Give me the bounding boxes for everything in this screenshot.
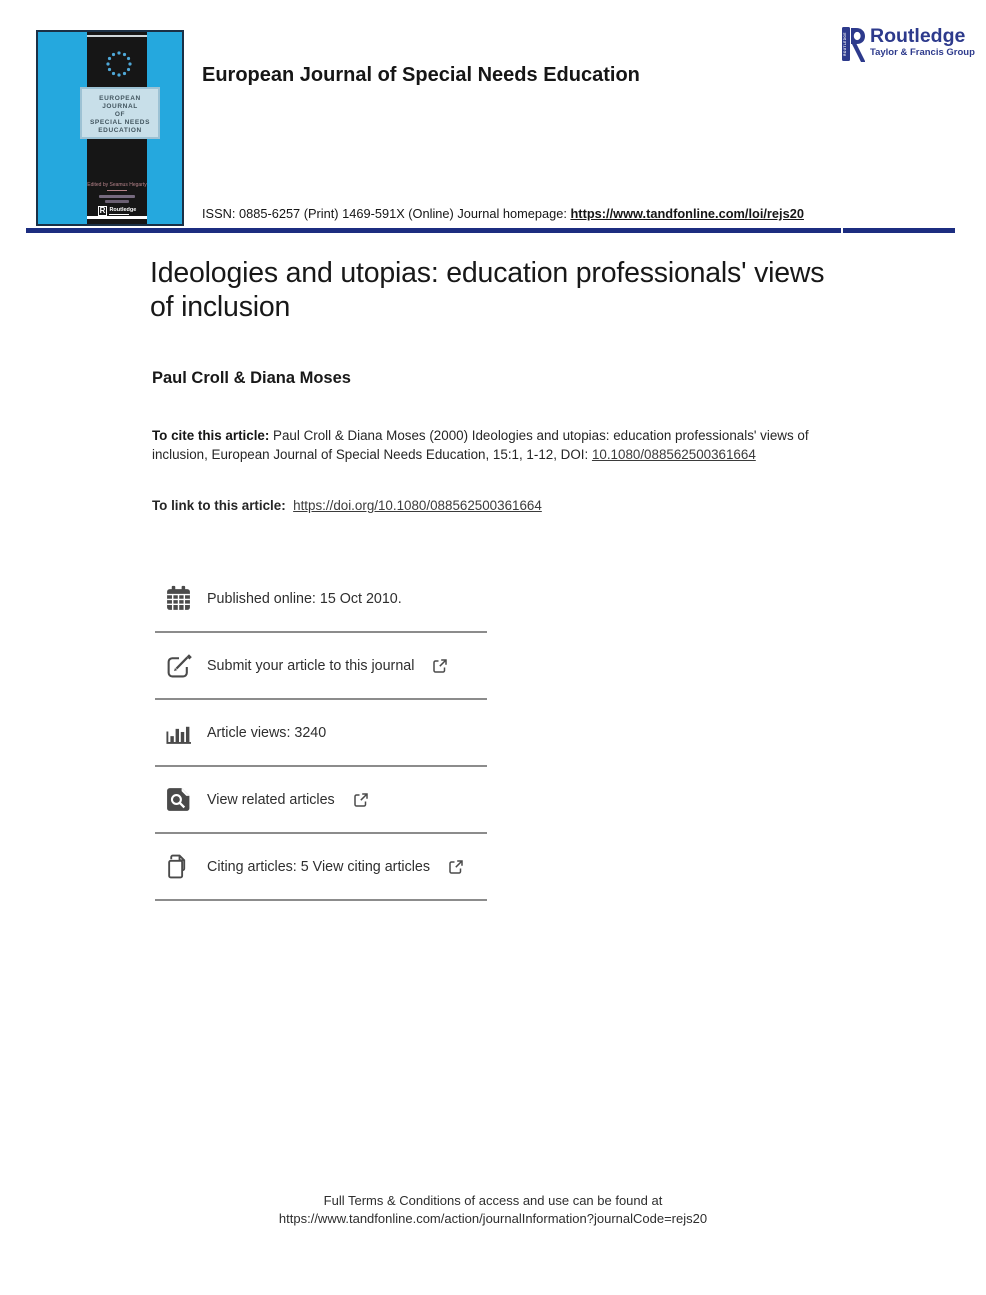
article-title: Ideologies and utopias: education professionals' views of inclusion	[150, 257, 825, 323]
brand-name: Routledge	[870, 25, 966, 47]
external-link-icon	[354, 793, 368, 807]
cover-imprint-name: Routledge	[109, 206, 137, 213]
cover-title-line: OF	[114, 111, 126, 118]
cover-title-line: EDUCATION	[98, 127, 142, 134]
cover-bottom-line	[87, 216, 147, 219]
issn-text: ISSN: 0885-6257 (Print) 1469-591X (Online) Journal homepage:	[202, 206, 571, 221]
submit-pencil-icon	[165, 652, 192, 679]
journal-name-heading: European Journal of Special Needs Education	[202, 64, 640, 86]
eu-stars-icon	[104, 49, 134, 79]
calendar-icon	[165, 585, 192, 612]
cover-routledge-imprint	[87, 206, 147, 216]
article-views-row	[155, 700, 487, 767]
article-views-label: Article views: 3240	[207, 724, 327, 741]
link-paragraph	[152, 498, 832, 513]
routledge-r-icon	[841, 26, 865, 62]
search-document-icon	[165, 786, 192, 813]
citing-articles-row[interactable]	[155, 834, 487, 901]
citing-documents-icon	[165, 853, 192, 880]
cover-edited-by: Edited by Seamus Hegarty	[87, 182, 147, 188]
cover-divider	[107, 190, 127, 191]
external-link-icon	[433, 659, 447, 673]
terms-footer	[0, 1192, 986, 1228]
action-list	[155, 566, 487, 901]
svg-text:ROUTLEDGE: ROUTLEDGE	[843, 32, 847, 56]
cover-title-line: JOURNAL	[102, 103, 138, 110]
cover-top-line	[87, 35, 147, 37]
journal-homepage-link[interactable]: https://www.tandfonline.com/loi/rejs20	[570, 206, 804, 221]
view-related-row[interactable]	[155, 767, 487, 834]
bar-chart-icon	[165, 719, 192, 746]
doi-url-link[interactable]: https://doi.org/10.1080/088562500361664	[293, 498, 542, 513]
article-authors: Paul Croll & Diana Moses	[152, 369, 351, 387]
doi-link[interactable]: 10.1080/088562500361664	[591, 447, 756, 463]
cover-title-line: SPECIAL NEEDS	[89, 119, 151, 126]
cite-label: To cite this article:	[152, 428, 270, 443]
citing-articles-label[interactable]: Citing articles: 5 View citing articles	[207, 858, 431, 875]
submit-article-row[interactable]	[155, 633, 487, 700]
cite-paragraph	[152, 426, 832, 465]
terms-line: Full Terms & Conditions of access and use can be found at	[323, 1193, 663, 1208]
routledge-logo	[841, 26, 975, 62]
cite-text: Paul Croll & Diana Moses (2000) Ideologies and utopias: education professionals' views of inclusion, European Journal of Special Needs Education, 15:1, 1-12, DOI:	[152, 428, 809, 463]
published-online-row	[155, 566, 487, 633]
cover-volume-text-strip	[99, 195, 135, 198]
cover-title-box	[80, 87, 160, 139]
published-online-label: Published online: 15 Oct 2010.	[207, 590, 402, 607]
journal-cover-image	[36, 30, 184, 226]
header-rule-left	[26, 228, 841, 233]
routledge-r-icon: R	[99, 206, 106, 215]
header-rule-right	[843, 228, 955, 233]
cover-title-line: EUROPEAN	[99, 95, 141, 102]
terms-url: https://www.tandfonline.com/action/journalInformation?journalCode=rejs20	[278, 1211, 708, 1226]
submit-article-label[interactable]: Submit your article to this journal	[207, 657, 415, 674]
external-link-icon	[449, 860, 463, 874]
brand-tagline: Taylor & Francis Group	[870, 47, 975, 58]
cover-date-text-strip	[105, 200, 129, 203]
issn-line	[202, 206, 804, 221]
link-label: To link to this article:	[152, 498, 286, 513]
view-related-label[interactable]: View related articles	[207, 791, 335, 808]
